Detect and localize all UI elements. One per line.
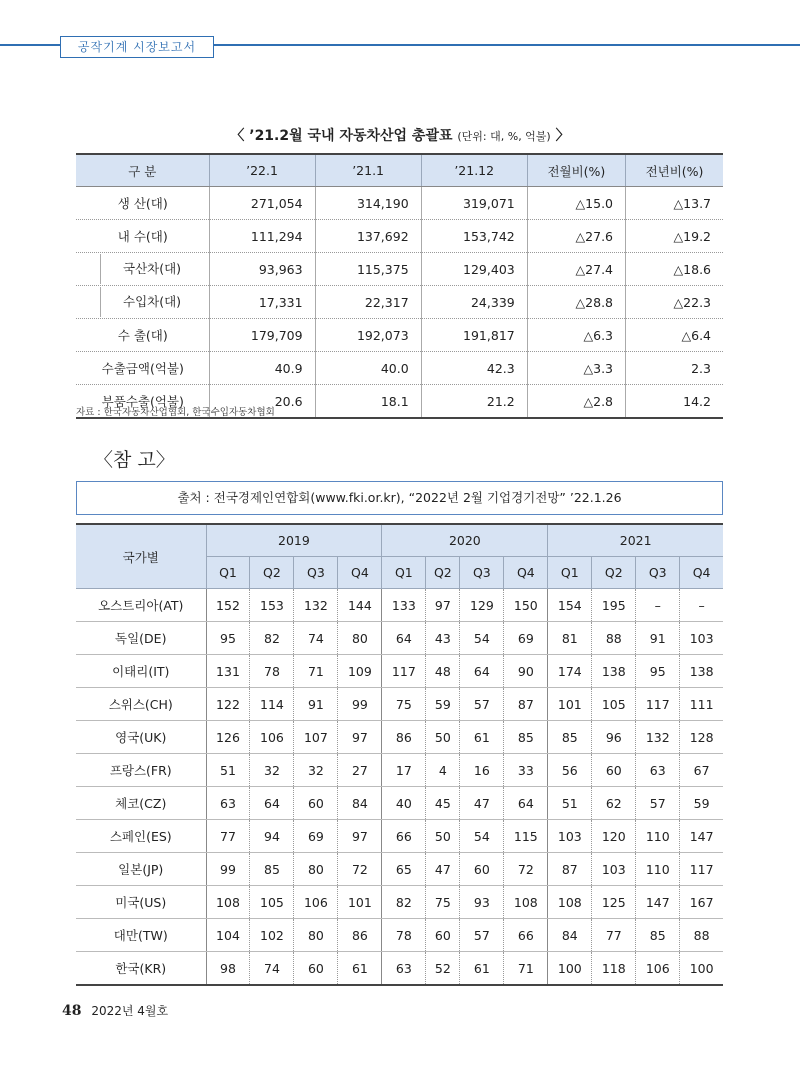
table2-cell: 91 — [636, 622, 680, 655]
table2-cell: 80 — [294, 853, 338, 886]
table1-row — [76, 187, 723, 220]
table2-cell: 97 — [426, 589, 460, 622]
table2-cell: 61 — [460, 721, 504, 754]
table2-cell: 67 — [680, 754, 723, 787]
table2-cell: 63 — [636, 754, 680, 787]
table2-quarter-header: Q4 — [338, 557, 382, 589]
table2-cell: 77 — [592, 919, 636, 952]
table1-row-label: 부품수출(억불) — [76, 385, 209, 419]
table2-cell: – — [636, 589, 680, 622]
table2-cell: 108 — [206, 886, 250, 919]
table2-cell: 64 — [382, 622, 426, 655]
table2-cell: 174 — [548, 655, 592, 688]
table2-country-label: 영국(UK) — [76, 721, 206, 754]
table2-cell: 104 — [206, 919, 250, 952]
table2-cell: 95 — [206, 622, 250, 655]
table1-title-text: 〈 ’21.2월 국내 자동차산업 총괄표 — [230, 128, 453, 144]
table2-cell: 144 — [338, 589, 382, 622]
table2-cell: 74 — [250, 952, 294, 986]
table2-year-header: 2019 — [206, 524, 382, 557]
table1-row-label: 수 출(대) — [76, 319, 209, 352]
table2-cell: 85 — [250, 853, 294, 886]
table2-cell: 138 — [680, 655, 723, 688]
table2-cell: 60 — [592, 754, 636, 787]
table2-cell: 4 — [426, 754, 460, 787]
table2-cell: 100 — [680, 952, 723, 986]
table2-cell: 103 — [592, 853, 636, 886]
table2-cell: 105 — [250, 886, 294, 919]
table2-cell: 81 — [548, 622, 592, 655]
table2-cell: 101 — [338, 886, 382, 919]
table2-cell: 56 — [548, 754, 592, 787]
table2-cell: 63 — [206, 787, 250, 820]
table2-quarter-header: Q4 — [504, 557, 548, 589]
table2-cell: 72 — [338, 853, 382, 886]
table2-cell: 84 — [338, 787, 382, 820]
table2-cell: 100 — [548, 952, 592, 986]
table1-cell: △13.7 — [626, 187, 724, 220]
table1-cell: 14.2 — [626, 385, 724, 419]
table2-cell: 65 — [382, 853, 426, 886]
table2-cell: 167 — [680, 886, 723, 919]
table1-cell: 22,317 — [315, 286, 421, 319]
table2-quarter-header: Q3 — [294, 557, 338, 589]
table2-cell: 118 — [592, 952, 636, 986]
page-number: 48 — [62, 1003, 82, 1019]
table2-cell: 110 — [636, 820, 680, 853]
table1-cell: 192,073 — [315, 319, 421, 352]
table2-cell: 82 — [382, 886, 426, 919]
table2-cell: 60 — [426, 919, 460, 952]
table2-cell: 82 — [250, 622, 294, 655]
table2-cell: 86 — [338, 919, 382, 952]
table2-cell: 117 — [680, 853, 723, 886]
table2-cell: 98 — [206, 952, 250, 986]
table1-cell: 40.9 — [209, 352, 315, 385]
table2-cell: 133 — [382, 589, 426, 622]
table2-cell: 51 — [548, 787, 592, 820]
table1-row — [76, 286, 723, 319]
table2-row — [76, 787, 723, 820]
table2-row — [76, 655, 723, 688]
table1-row-label: 생 산(대) — [76, 187, 209, 220]
table2-cell: 60 — [294, 952, 338, 986]
table2-cell: 59 — [426, 688, 460, 721]
table1-cell: 18.1 — [315, 385, 421, 419]
table2-row — [76, 952, 723, 986]
table1-row-label: 내 수(대) — [76, 220, 209, 253]
table1-source: 자료 : 한국자동차산업협회, 한국수입자동차협회 — [76, 407, 275, 418]
table1-header-row — [76, 154, 723, 187]
table2-cell: 97 — [338, 820, 382, 853]
table2-cell: 33 — [504, 754, 548, 787]
table2-cell: 64 — [504, 787, 548, 820]
table2-cell: 51 — [206, 754, 250, 787]
table1-cell: △27.4 — [527, 253, 625, 286]
auto-industry-table — [76, 153, 723, 419]
table2-cell: 47 — [460, 787, 504, 820]
table2-quarter-header: Q2 — [592, 557, 636, 589]
table2-cell: 59 — [680, 787, 723, 820]
table2-cell: 80 — [294, 919, 338, 952]
table2-cell: 91 — [294, 688, 338, 721]
table2-cell: 84 — [548, 919, 592, 952]
table1-cell: △3.3 — [527, 352, 625, 385]
table2-row — [76, 919, 723, 952]
table1-row — [76, 319, 723, 352]
table2-cell: 128 — [680, 721, 723, 754]
table2-cell: 99 — [338, 688, 382, 721]
table1-col-header: ’21.1 — [315, 154, 421, 187]
table2-cell: 126 — [206, 721, 250, 754]
table2-cell: 43 — [426, 622, 460, 655]
table2-country-label: 대만(TW) — [76, 919, 206, 952]
table2-cell: 62 — [592, 787, 636, 820]
table2-cell: 85 — [636, 919, 680, 952]
table2-cell: 71 — [504, 952, 548, 986]
table1-col-header: 전월비(%) — [527, 154, 625, 187]
table2-cell: 57 — [460, 919, 504, 952]
table1-cell: △19.2 — [626, 220, 724, 253]
table2-cell: 88 — [592, 622, 636, 655]
table2-cell: 32 — [250, 754, 294, 787]
table2-cell: 103 — [680, 622, 723, 655]
table2-cell: 60 — [294, 787, 338, 820]
table2-cell: 54 — [460, 820, 504, 853]
table2-cell: 54 — [460, 622, 504, 655]
table1-cell: 2.3 — [626, 352, 724, 385]
table1-cell: 21.2 — [421, 385, 527, 419]
table2-cell: 75 — [382, 688, 426, 721]
table2-cell: 69 — [504, 622, 548, 655]
table2-cell: 114 — [250, 688, 294, 721]
table2-quarter-header: Q1 — [206, 557, 250, 589]
table2-cell: 71 — [294, 655, 338, 688]
table2-quarter-header: Q2 — [250, 557, 294, 589]
table1-cell: 191,817 — [421, 319, 527, 352]
table2-cell: 154 — [548, 589, 592, 622]
table2-cell: 102 — [250, 919, 294, 952]
table2-row — [76, 721, 723, 754]
table2-cell: 122 — [206, 688, 250, 721]
table2-row — [76, 853, 723, 886]
table2-cell: 120 — [592, 820, 636, 853]
table2-cell: 94 — [250, 820, 294, 853]
table2-country-label: 이태리(IT) — [76, 655, 206, 688]
table2-cell: 96 — [592, 721, 636, 754]
table2-cell: 57 — [460, 688, 504, 721]
country-index-table — [76, 523, 723, 986]
table2-cell: 72 — [504, 853, 548, 886]
table2-cell: 108 — [504, 886, 548, 919]
table2-cell: 69 — [294, 820, 338, 853]
table1-cell: △27.6 — [527, 220, 625, 253]
table2-cell: 147 — [680, 820, 723, 853]
table2-country-label: 독일(DE) — [76, 622, 206, 655]
table1-cell: 42.3 — [421, 352, 527, 385]
table1-cell: 137,692 — [315, 220, 421, 253]
table1-cell: 115,375 — [315, 253, 421, 286]
table2-cell: 85 — [548, 721, 592, 754]
table2-cell: 86 — [382, 721, 426, 754]
table1-row-label-text: 수입차(대) — [100, 287, 181, 317]
table2-cell: 66 — [504, 919, 548, 952]
table2-cell: 106 — [250, 721, 294, 754]
table1-row — [76, 220, 723, 253]
table2-cell: 106 — [294, 886, 338, 919]
table2-cell: 153 — [250, 589, 294, 622]
table1-col-header: ’21.12 — [421, 154, 527, 187]
table1-cell: 129,403 — [421, 253, 527, 286]
table1-title — [0, 125, 800, 145]
table2-cell: 101 — [548, 688, 592, 721]
table2-cell: 61 — [338, 952, 382, 986]
table2-cell: 50 — [426, 820, 460, 853]
table2-cell: 125 — [592, 886, 636, 919]
table2-year-header: 2021 — [548, 524, 723, 557]
table2-cell: 129 — [460, 589, 504, 622]
table1-col-header: ’22.1 — [209, 154, 315, 187]
table2-cell: 108 — [548, 886, 592, 919]
table2-cell: 147 — [636, 886, 680, 919]
table2-cell: 105 — [592, 688, 636, 721]
table2-row — [76, 622, 723, 655]
table2-cell: 61 — [460, 952, 504, 986]
table2-row — [76, 589, 723, 622]
table2-year-header: 2020 — [382, 524, 548, 557]
table1-cell: △2.8 — [527, 385, 625, 419]
table1-cell: △28.8 — [527, 286, 625, 319]
table1-cell: 24,339 — [421, 286, 527, 319]
table2-cell: 117 — [382, 655, 426, 688]
table2-cell: 90 — [504, 655, 548, 688]
table1-row-label — [76, 286, 209, 319]
header-tab: 공작기계 시장보고서 — [60, 36, 214, 58]
table2-cell: 85 — [504, 721, 548, 754]
table2-country-label: 스페인(ES) — [76, 820, 206, 853]
table1-col-header: 구 분 — [76, 154, 209, 187]
table1-cell: △6.3 — [527, 319, 625, 352]
table2-cell: 63 — [382, 952, 426, 986]
table1-cell: △18.6 — [626, 253, 724, 286]
table2-cell: 87 — [504, 688, 548, 721]
table2-country-label: 한국(KR) — [76, 952, 206, 986]
table2-cell: 106 — [636, 952, 680, 986]
table2-cell: 48 — [426, 655, 460, 688]
table1-cell: 20.6 — [209, 385, 315, 419]
table2-cell: 110 — [636, 853, 680, 886]
table2-year-row — [76, 524, 723, 557]
table2-cell: 88 — [680, 919, 723, 952]
table2-cell: 80 — [338, 622, 382, 655]
table2-cell: 17 — [382, 754, 426, 787]
table2-country-label: 스위스(CH) — [76, 688, 206, 721]
table2-cell: 150 — [504, 589, 548, 622]
table1-row-label: 수출금액(억불) — [76, 352, 209, 385]
table2-quarter-header: Q4 — [680, 557, 723, 589]
table2-quarter-header: Q3 — [460, 557, 504, 589]
table2-row — [76, 754, 723, 787]
table2-row — [76, 886, 723, 919]
table2-quarter-header: Q3 — [636, 557, 680, 589]
table2-cell: 103 — [548, 820, 592, 853]
table2-cell: 78 — [250, 655, 294, 688]
table1-title-end: 〉 — [555, 128, 570, 144]
reference-heading: 〈참 고〉 — [94, 449, 175, 471]
table2-cell: 97 — [338, 721, 382, 754]
table2-row — [76, 820, 723, 853]
table1-cell: △15.0 — [527, 187, 625, 220]
table2-cell: 74 — [294, 622, 338, 655]
table2-cell: 47 — [426, 853, 460, 886]
table2-cell: 57 — [636, 787, 680, 820]
page-footer — [62, 1002, 168, 1019]
table1-row-label — [76, 253, 209, 286]
table2-quarter-header: Q2 — [426, 557, 460, 589]
table1-cell: 40.0 — [315, 352, 421, 385]
table2-cell: 115 — [504, 820, 548, 853]
table2-cell: 107 — [294, 721, 338, 754]
table2-cell: 95 — [636, 655, 680, 688]
table2-country-label: 미국(US) — [76, 886, 206, 919]
table1-cell: 111,294 — [209, 220, 315, 253]
table2-cell: 52 — [426, 952, 460, 986]
table2-cell: 117 — [636, 688, 680, 721]
table2-cell: 27 — [338, 754, 382, 787]
table2-cell: 111 — [680, 688, 723, 721]
table1-row — [76, 253, 723, 286]
table2-cell: 93 — [460, 886, 504, 919]
table2-cell: – — [680, 589, 723, 622]
table2-quarter-header: Q1 — [548, 557, 592, 589]
table1-cell: 179,709 — [209, 319, 315, 352]
table2-country-label: 체코(CZ) — [76, 787, 206, 820]
table1-cell: 17,331 — [209, 286, 315, 319]
table2-country-label: 오스트리아(AT) — [76, 589, 206, 622]
reference-citation: 출처 : 전국경제인연합회(www.fki.or.kr), “2022년 2월 기업경기전망” ’22.1.26 — [76, 481, 723, 515]
table2-cell: 87 — [548, 853, 592, 886]
table1-cell: 153,742 — [421, 220, 527, 253]
table2-cell: 16 — [460, 754, 504, 787]
table2-cell: 45 — [426, 787, 460, 820]
table2-cell: 109 — [338, 655, 382, 688]
table2-cell: 99 — [206, 853, 250, 886]
table2-country-label: 프랑스(FR) — [76, 754, 206, 787]
table2-cell: 50 — [426, 721, 460, 754]
table2-cell: 131 — [206, 655, 250, 688]
table1-unit: (단위: 대, %, 억불) — [457, 130, 551, 143]
table2-cell: 64 — [460, 655, 504, 688]
table2-cell: 75 — [426, 886, 460, 919]
table2-quarter-header: Q1 — [382, 557, 426, 589]
table2-cell: 152 — [206, 589, 250, 622]
table2-cell: 78 — [382, 919, 426, 952]
issue-label: 2022년 4월호 — [91, 1004, 169, 1018]
table2-cell: 138 — [592, 655, 636, 688]
table2-cell: 40 — [382, 787, 426, 820]
table2-category-header: 국가별 — [76, 524, 206, 589]
table2-cell: 60 — [460, 853, 504, 886]
table1-col-header: 전년비(%) — [626, 154, 724, 187]
table1-row — [76, 352, 723, 385]
table2-cell: 132 — [294, 589, 338, 622]
table2-cell: 66 — [382, 820, 426, 853]
table2-row — [76, 688, 723, 721]
table1-cell: △6.4 — [626, 319, 724, 352]
table2-cell: 77 — [206, 820, 250, 853]
table2-cell: 132 — [636, 721, 680, 754]
table2-cell: 32 — [294, 754, 338, 787]
table2-cell: 64 — [250, 787, 294, 820]
table2-cell: 195 — [592, 589, 636, 622]
table1-cell: △22.3 — [626, 286, 724, 319]
table1-cell: 314,190 — [315, 187, 421, 220]
table2-country-label: 일본(JP) — [76, 853, 206, 886]
table1-cell: 93,963 — [209, 253, 315, 286]
table1-cell: 271,054 — [209, 187, 315, 220]
table1-row-label-text: 국산차(대) — [100, 254, 181, 284]
table1-cell: 319,071 — [421, 187, 527, 220]
